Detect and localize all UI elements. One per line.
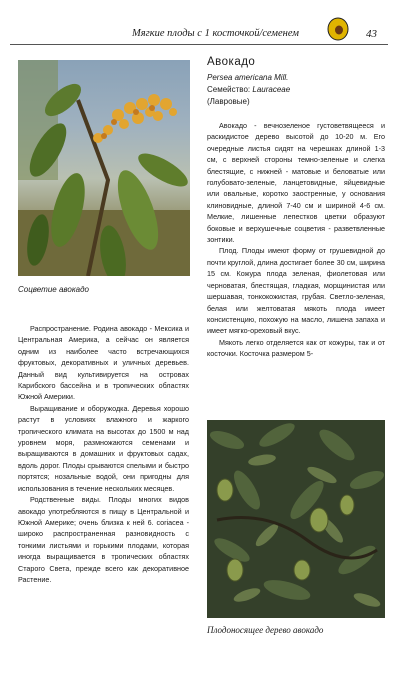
species-title: Авокадо: [207, 56, 256, 68]
inflorescence-photo: [18, 60, 190, 276]
fruiting-tree-photo: [207, 420, 385, 618]
caption-inflorescence: Соцветие авокадо: [18, 285, 89, 294]
paragraph: Выращивание и оборужодка. Деревья хорошо растут в условиях влажного и жаркого тропического климата на высотах до 1500 м над уровнем моря, размножаются семенами и выращиваются в домашних и фруктовых садах, вдоль дорог. Плоды срываются спелыми и быстро портятся; нозальные водой, они пригодны для использования в течение нескольких месяцев.: [18, 403, 189, 493]
paragraph: Плод. Плоды имеют форму от грушевидной до почти круглой, длина достигает более 30 см, ширина 15 см. Кожура плода зеленая, фиолетовая или черноватая, блестящая, гладкая, морщинистая или шершавая, тонкокожистая, грубая. Светло-зеленая, белая или желтоватая мякоть плода имеет консистенцию, похожую на масло, лишена запаха и имеет мягко-ореховый вкус.: [207, 246, 385, 336]
family-line: [207, 85, 290, 94]
paragraph: Авокадо - вечнозеленое густоветвящееся и раскидистое дерево высотой до 10-20 м. Его очередные листья сидят на черешках длиной 1-3 см, с верхней стороны темно-зеленые и слегка блестящие, с нижней - матовые и беловатые или голубовато-зеленые, ланцетовидные, яйцевидные или овальные, коротко заостренные, у основания клиновидные, длиной 7-40 см и шириной 4-6 см. Мелкие, лишенные лепестков цветки образуют боковые и верхушечные соцветия - разветвленные зонтики.: [207, 121, 385, 245]
latin-name: Persea americana Mill.: [207, 73, 289, 82]
paragraph: Распространение. Родина авокадо - Мексика и Центральная Америка, а сейчас он является одним из наиболее часто встречающихся фруктовых, декоративных и уличных деревьев. Данный вид культивируется на островах Карибского бассейна и в тропических областях Южной Америки.: [18, 324, 189, 402]
paragraph: Мякоть легко отделяется как от кожуры, так и от косточки. Косточка размером 5-: [207, 337, 385, 359]
avocado-icon: [326, 15, 350, 41]
left-column-text: [18, 323, 189, 585]
header-rule: [10, 44, 388, 45]
caption-fruiting-tree: Плодоносящее дерево авокадо: [207, 625, 324, 635]
family-russian: (Лавровые): [207, 97, 250, 106]
paragraph: Родственные виды. Плоды многих видов авокадо употребляются в пищу в Центральной и Южной Америке; очень близка к ней 6. coriacea - широко распространенная разновидность с тонкими листьями и горькими плодами, которая иногда выращивается в тропических областях Старого Света, прежде всего как декоративное Растение.: [18, 495, 189, 584]
family-label: Семейство:: [207, 85, 251, 94]
right-column-text: [207, 120, 385, 360]
page-number: 43: [366, 28, 377, 40]
family-latin: Lauraceae: [252, 85, 291, 94]
running-header-title: Мягкие плоды с 1 косточкой/семенем: [132, 28, 299, 39]
